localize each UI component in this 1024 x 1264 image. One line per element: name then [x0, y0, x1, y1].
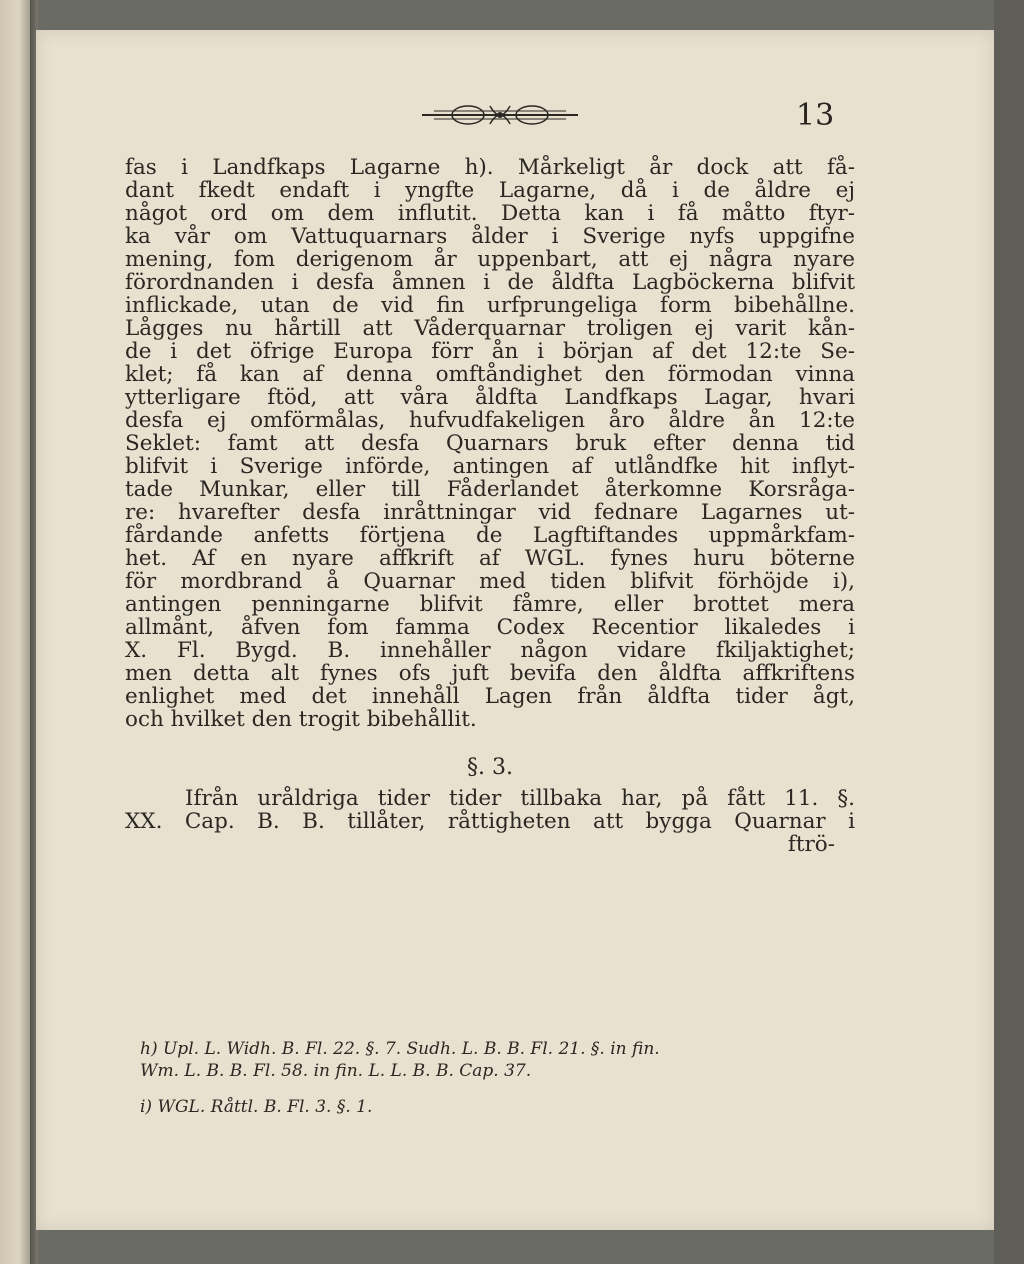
text-line: Seklet: famt att desfa Quarnars bruk efter denna tid [125, 431, 855, 456]
main-text [125, 156, 855, 856]
text-line: X. Fl. Bygd. B. innehåller någon vidare fkiljaktighet; [125, 638, 855, 663]
footnote-line: i) WGL. Råttl. B. Fl. 3. §. 1. [140, 1097, 373, 1117]
text-line: het. Af en nyare affkrift af WGL. fynes huru böterne [125, 546, 855, 571]
text-line: ka vår om Vattuquarnars ålder i Sverige nyfs uppgifne [125, 224, 855, 249]
text-line: förordnanden i desfa åmnen i de åldfta Lagböckerna blifvit [125, 270, 855, 295]
footnotes [140, 1038, 855, 1118]
text-line: klet; få kan af denna omftåndighet den förmodan vinna [125, 362, 855, 387]
book-page [36, 30, 994, 1230]
text-line: de i det öfrige Europa förr ån i början af det 12:te Se- [125, 339, 855, 364]
text-line: fas i Landfkaps Lagarne h). Mårkeligt år dock att få- [125, 155, 855, 180]
text-line: XX. Cap. B. B. tillåter, råttigheten att bygga Quarnar i [125, 809, 855, 834]
footnote-line: h) Upl. L. Widh. B. Fl. 22. §. 7. Sudh. L. B. B. Fl. 21. §. in fin. [140, 1039, 660, 1059]
text-line: Ifrån uråldriga tider tider tillbaka har, på fått 11. §. [185, 786, 855, 811]
text-line: antingen penningarne blifvit fåmre, eller brottet mera [125, 592, 855, 617]
catchword: ftrö- [787, 832, 835, 857]
text-line: desfa ej omförmålas, hufvudfakeligen åro åldre ån 12:te [125, 408, 855, 433]
header-ornament-icon [420, 102, 580, 128]
text-line: allmånt, åfven fom famma Codex Recentior likaledes i [125, 615, 855, 640]
text-line: enlighet med det innehåll Lagen från åldfta tider ågt, [125, 684, 855, 709]
text-line: ytterligare ftöd, att våra åldfta Landfkaps Lagar, hvari [125, 385, 855, 410]
text-line: inflickade, utan de vid fin urfprungeliga form bibehållne. [125, 293, 855, 318]
text-line: för mordbrand å Quarnar med tiden blifvit förhöjde i), [125, 569, 855, 594]
adjacent-page-edge [0, 0, 34, 1264]
text-line: och hvilket den trogit bibehållit. [125, 707, 477, 732]
text-line: tade Munkar, eller till Fåderlandet återkomne Korsråga- [125, 477, 855, 502]
footnote-line: Wm. L. B. B. Fl. 58. in fin. L. L. B. B. Cap. 37. [140, 1061, 532, 1081]
text-line: Lågges nu hårtill att Våderquarnar troligen ej varit kån- [125, 316, 855, 341]
section-heading: §. 3. [467, 755, 513, 780]
text-line: fårdande anfetts förtjena de Lagftiftandes uppmårkfam- [125, 523, 855, 548]
text-line: något ord om dem influtit. Detta kan i få måtto ftyr- [125, 201, 855, 226]
scan-background [994, 0, 1024, 1264]
text-line: mening, fom derigenom år uppenbart, att ej några nyare [125, 247, 855, 272]
text-line: dant fkedt endaft i yngfte Lagarne, då i de åldre ej [125, 178, 855, 203]
page-number: 13 [796, 98, 835, 133]
text-line: re: hvarefter desfa inråttningar vid fednare Lagarnes ut- [125, 500, 855, 525]
text-line: blifvit i Sverige införde, antingen af utlåndfke hit inflyt- [125, 454, 855, 479]
text-line: men detta alt fynes ofs juft bevifa den åldfta affkriftens [125, 661, 855, 686]
